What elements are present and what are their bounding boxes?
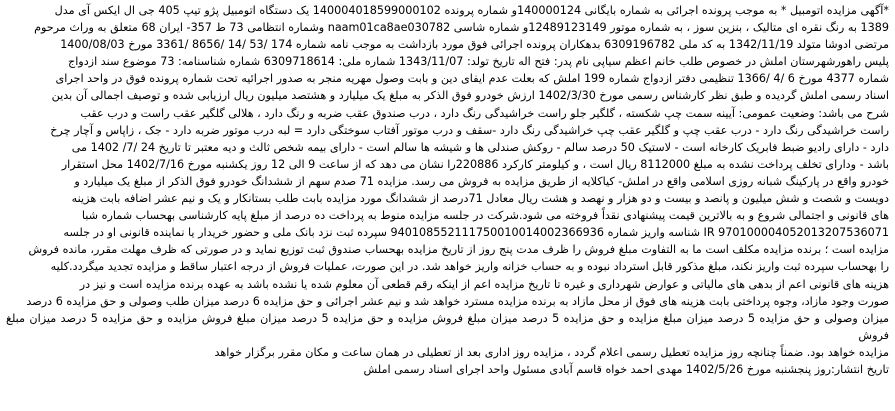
notice-line: دارد - دارای رادیو ضبط فابریک کارخانه است - لاستیک 50 درصد سالم - روکش صندلی ها و شیشه ها سالم است - دارای بیمه شخص ثالث و دیه معتبر تا تاریخ 24 /7/ 1402 می xyxy=(71,140,889,154)
notice-line: های قانونی و اجتمالی شروع و به بالاترین قیمت پیشنهادی نقداً فروخته می شود.شرکت در جلسه مزایده منوط به پرداخت ده درصد از مبلغ پایه کارشناسی بهحساب شماره شبا xyxy=(81,209,889,223)
notice-line: مرتضی ادوشا متولد 1342/11/19 به کد ملی 6309196782 بدهکاران پرونده اجرائی فوق مورد بازداشت به موجب نامه شماره 174 /53 /14 /8656 /3361 مورخ 1400/08/03 xyxy=(60,38,889,52)
notice-line: IR 970100004052013207536071 شناسه واریز شماره 940108552111750010014002366936 سپرده ثبت نزد بانک ملی و حضور خریدار یا نماینده قانونی او در جلسه xyxy=(63,226,889,240)
notice-line: باشد - ودارای تخلف پرداخت نشده به مبلغ 8112000 ریال است ، و کیلومتر کارکرد 220886را نشان می دهد که از ساعت 9 الی 12 روز یکشنبه مورخ 1402/7/16 محل استقرار xyxy=(61,157,889,171)
notice-line: 1389 به رنگ نقره ای متالیک ، بنزین سوز ، به شماره موتور 12489123149و شماره شاسی naam01ca8ae030782 وشماره انتظامی 73 ط 357- ایران 68 متعلق به وراث مرحوم xyxy=(34,21,889,35)
notice-line: مزایده خواهد بود. ضمناً چنانچه روز مزایده تعطیل رسمی اعلام گردد ، مزایده روز اداری بعد از تعطیلی در همان ساعت و مکان مقرر برگزار خواهد xyxy=(214,345,889,359)
notice-line: دویست و شصت و شش میلیون و پانصد و بیست و دو هزار و نهصد و هشت ریال معادل 71درصد از ششدانگ مورد مزایده بابت طلب بستانکار و یک و نیم عشر اضافه بابت هزینه xyxy=(71,192,889,206)
notice-line: میزان وصولی و حق مزایده 5 درصد میزان مبلغ مزایده و حق مزایده 5 درصد میزان مبلغ فروش مزایده و حق مزایده 5 درصد میزان مبلغ فروش مزایده و حق مزایده 5 درصد میزان مبلغ فروش xyxy=(6,311,889,342)
notice-line: را بهحساب سپرده ثبت واریز نکند، مبلغ مذکور قابل استرداد نبوده و به حساب خزانه واریز خواهد شد. در این صورت، عملیات فروش از درجه اعتبار ساقط و مزایده تجدید میگردد.کلیه xyxy=(50,260,889,274)
notice-line: شرح می باشد: وضعیت عمومی: آیینه سمت چپ شکسته ، گلگیر جلو راست خراشیدگی رنگ دارد ، درب صندوق عقب ضربه و رنگ دارد ، هلالی گلگیر عقب راست و درب عقب xyxy=(80,106,889,120)
notice-line: هزینه های قانونی اعم از بدهی های مالیاتی و عوارض شهرداری و غیره تا تاریخ مزایده اعم از اینکه رقم قطعی آن معلوم شده یا نشده باشد به عهده برنده مزایده است و نیز در xyxy=(79,277,889,291)
auction-notice-text xyxy=(6,2,889,378)
notice-line: اسناد رسمی املش گردیده و طبق نظر کارشناس رسمی مورخ 1402/3/30 ارزش خودرو فوق الذکر به مبلغ یک میلیارد و هشتصد میلیون ریال ارزیابی شده و توصیف اجمالی آن بدین xyxy=(51,89,889,103)
notice-line: راست خراشیدگی رنگ دارد - درب عقب چپ و گلگیر عقب چپ خراشیدگی رنگ دارد -سقف و درب موتور آفتاب سوختگی دارد = لبه درب موتور ضربه دارد - جک ، زاپاس و آچار چرخ xyxy=(50,123,889,137)
notice-line: *آگهی مزایده اتومبیل * به موجب پرونده اجرائی به شماره بایگانی 140000124و شماره پرونده 140004018599000102 یک دستگاه اتومبیل پژو تیپ 405 جی ال ایکس آی مدل xyxy=(54,4,889,17)
notice-line: مزایده است ؛ برنده مزایده مکلف است ما به التفاوت مبلغ فروش را ظرف مدت پنج روز از تاریخ مزایده بهحساب صندوق ثبت توزیع نماید و در صورتی که ظرف مهلت مقرر، مانده فروش xyxy=(28,243,889,257)
notice-line: خودرو واقع در پارکینگ شبانه روزی اسلامی واقع در املش- کیاکلایه از طریق مزایده به فروش می رسد. مزایده 71 صدم سهم از ششدانگ خودرو فوق الذکر از مبلغ یک میلیارد و xyxy=(74,174,889,188)
notice-line: صورت وجود مازاد، وجوه پرداختی بابت هزینه های فوق از محل مازاد به برنده مزایده مسترد خواهد شد و نیم عشر اجرائی و حق مزایده 6 درصد میزان طلب وصولی و حق مزایده 6 درصد xyxy=(26,294,889,308)
notice-line: تاریخ انتشار:روز پنجشنبه مورخ 1402/5/26 مهدی احمد خواه قاسم آبادی مسئول واحد اجرای اسناد رسمی املش xyxy=(363,362,889,376)
notice-line: پلیس راهورشهرستان املش در خصوص طلب خانم اعظم سیاپی نام پدر: فتح اله تاریخ تولد: 1343/11/07 شماره ملی: 6309718614 شماره شناسنامه: 73 موضوع سند ازدواج xyxy=(67,55,889,69)
notice-line: شماره 4377 مورخ 6 /4 /1366 تنظیمی دفتر ازدواج شماره 199 املش که بعلت عدم ایفای دین و بابت وصول مهریه منجر به صدور اجرائیه تحت شماره پرونده فوق در واحد اجرای xyxy=(55,72,889,86)
